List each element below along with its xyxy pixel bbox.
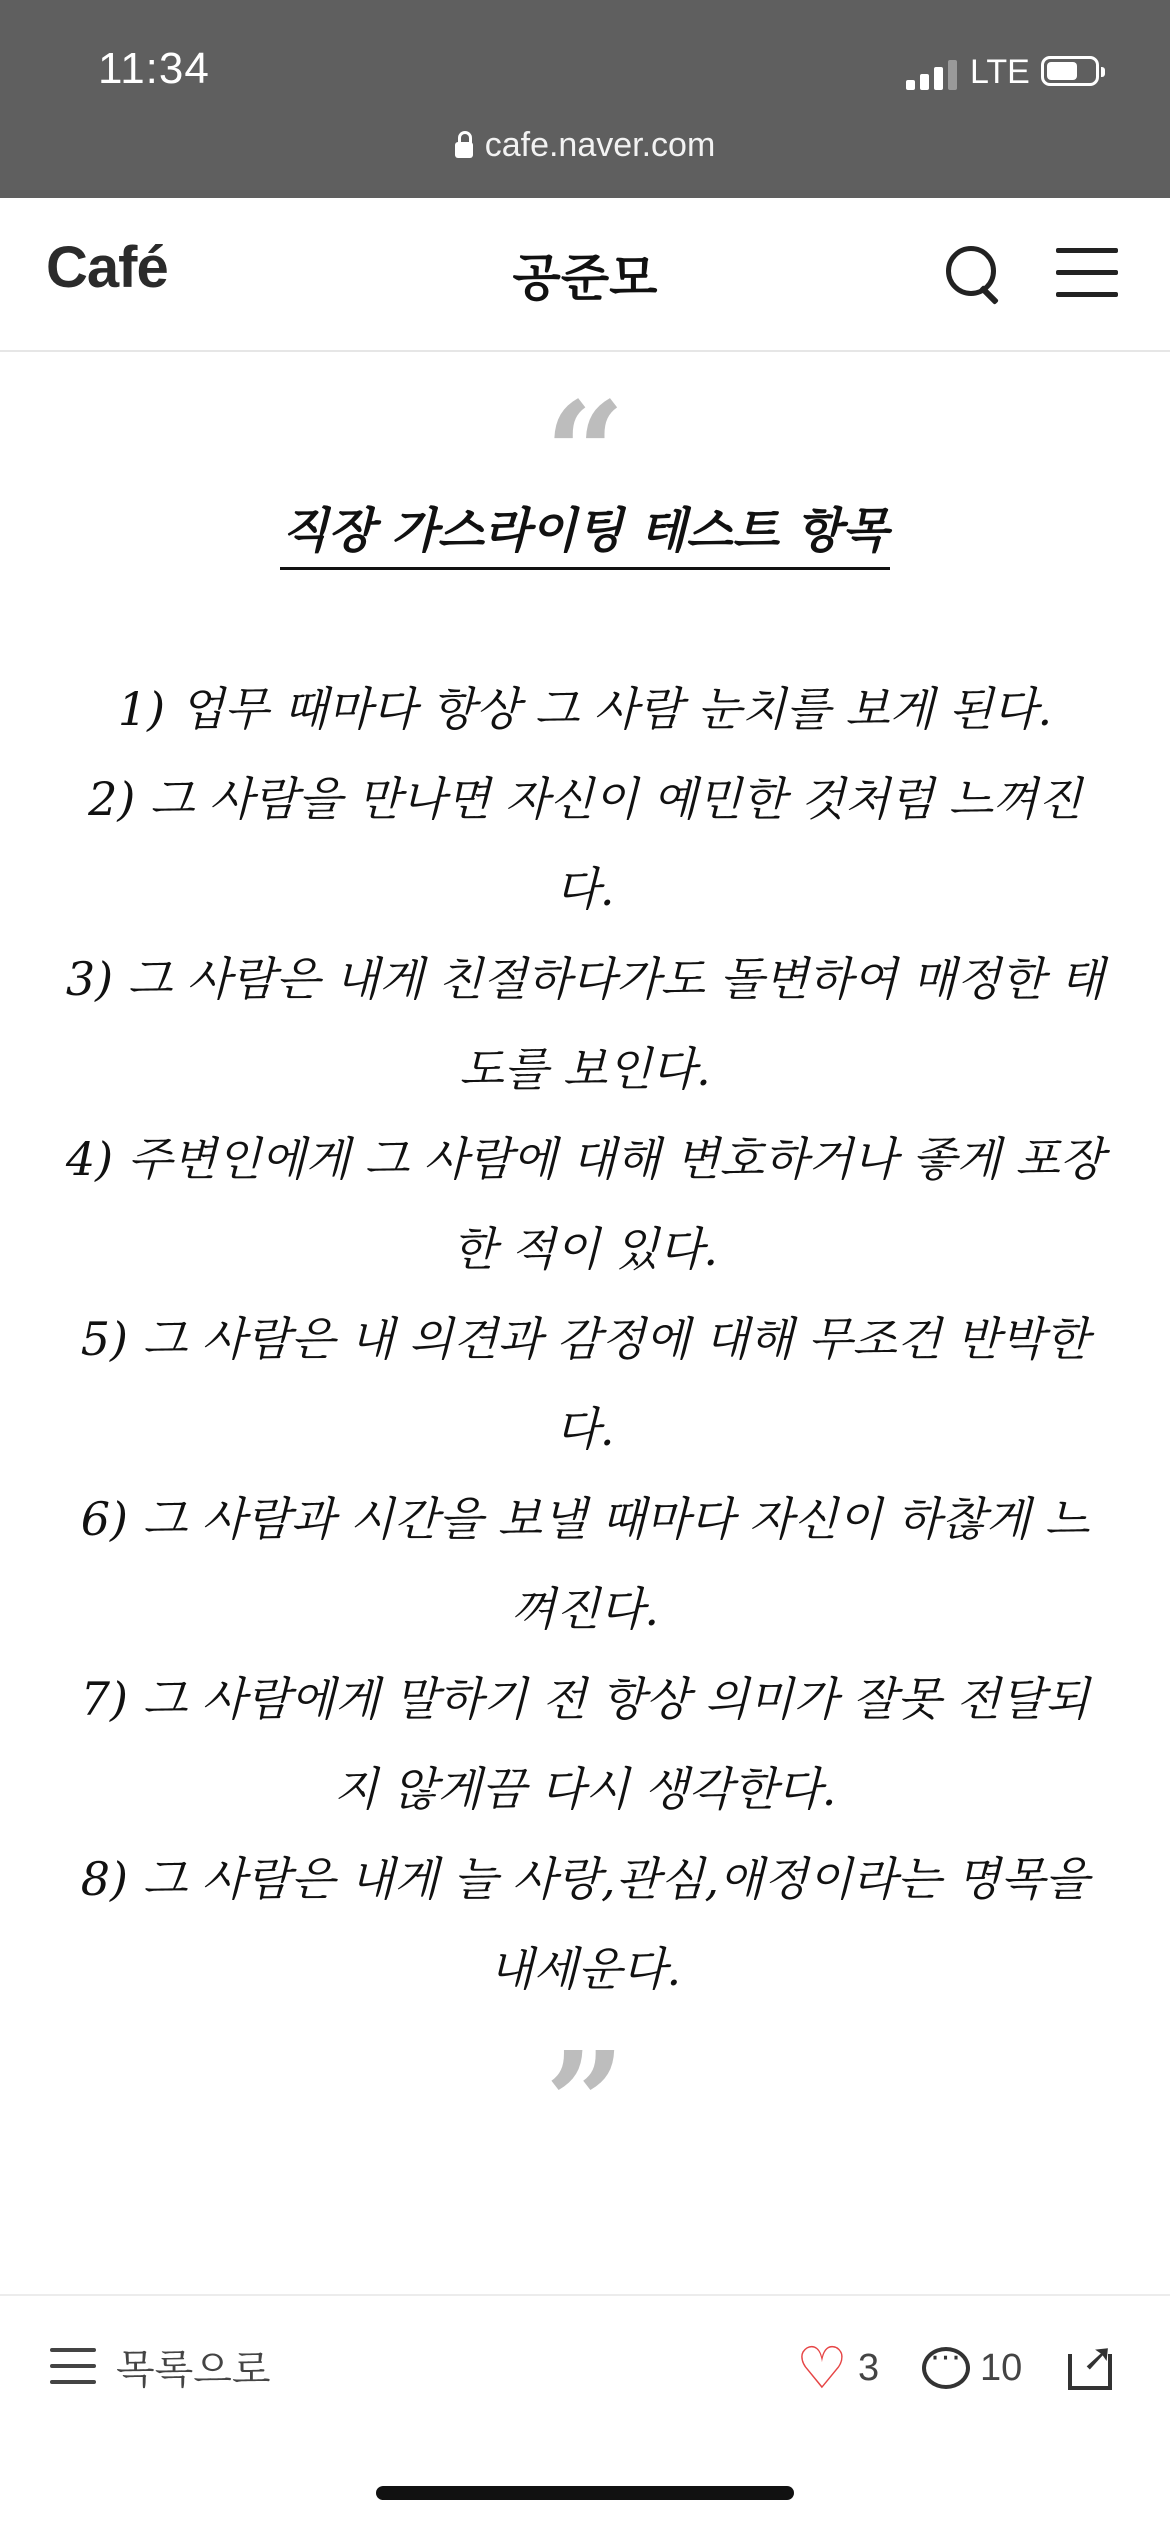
body-line: 8) 그 사람은 내게 늘 사랑,관심,애정이라는 명목을 — [80, 1852, 1090, 1906]
article-headline: 직장 가스라이팅 테스트 항목 — [0, 492, 1170, 561]
signal-icon — [906, 58, 957, 90]
lock-icon — [455, 142, 473, 158]
cafe-logo[interactable] — [46, 234, 168, 301]
body-line: 6) 그 사람과 시간을 보낼 때마다 자신이 하찮게 느 — [80, 1492, 1090, 1546]
open-quote-mark: “ — [544, 372, 626, 536]
home-indicator[interactable] — [376, 2486, 794, 2500]
body-line: 다. — [555, 862, 615, 916]
body-line: 3) 그 사람은 내게 친절하다가도 돌변하여 매정한 태 — [65, 952, 1105, 1006]
back-to-list-button[interactable] — [50, 2336, 271, 2396]
battery-icon — [1041, 56, 1099, 86]
close-quote-mark: ” — [544, 2022, 626, 2186]
url-text: cafe.naver.com — [484, 126, 716, 164]
cafe-header — [0, 198, 1170, 352]
comment-count: 10 — [980, 2346, 1023, 2389]
menu-icon[interactable] — [1056, 246, 1118, 298]
body-line: 지 않게끔 다시 생각한다. — [333, 1762, 837, 1816]
body-line: 1) 업무 때마다 항상 그 사람 눈치를 보게 된다. — [117, 682, 1053, 736]
like-count: 3 — [858, 2346, 880, 2389]
network-type: LTE — [970, 53, 1030, 91]
comment-icon — [922, 2347, 970, 2389]
body-line: 껴진다. — [511, 1582, 659, 1636]
list-icon — [50, 2348, 96, 2384]
share-icon[interactable]: ➚ — [1066, 2336, 1122, 2392]
cafe-name: 공준모 — [512, 249, 658, 307]
status-time: 11:34 — [98, 44, 210, 93]
search-icon[interactable] — [942, 242, 1006, 306]
body-line: 한 적이 있다. — [451, 1222, 719, 1276]
like-button[interactable] — [796, 2334, 880, 2402]
comment-button[interactable] — [922, 2338, 1022, 2398]
bottom-toolbar — [0, 2294, 1170, 2436]
body-line: 내세운다. — [488, 1942, 682, 1996]
body-line: 5) 그 사람은 내 의견과 감정에 대해 무조건 반박한 — [80, 1312, 1090, 1366]
address-bar[interactable] — [0, 126, 1170, 165]
body-line: 4) 주변인에게 그 사람에 대해 변호하거나 좋게 포장 — [65, 1132, 1105, 1186]
body-line: 도를 보인다. — [459, 1042, 711, 1096]
status-bar — [0, 0, 1170, 198]
article-body — [40, 664, 1130, 2014]
heart-icon: ♡ — [796, 2334, 848, 2402]
list-button-label: 목록으로 — [116, 2346, 271, 2393]
logo-accent: é — [136, 235, 168, 300]
body-line: 2) 그 사람을 만나면 자신이 예민한 것처럼 느껴진 — [88, 772, 1082, 826]
logo-text: Caf — [46, 235, 137, 300]
body-line: 7) 그 사람에게 말하기 전 항상 의미가 잘못 전달되 — [80, 1672, 1090, 1726]
body-line: 다. — [555, 1402, 615, 1456]
